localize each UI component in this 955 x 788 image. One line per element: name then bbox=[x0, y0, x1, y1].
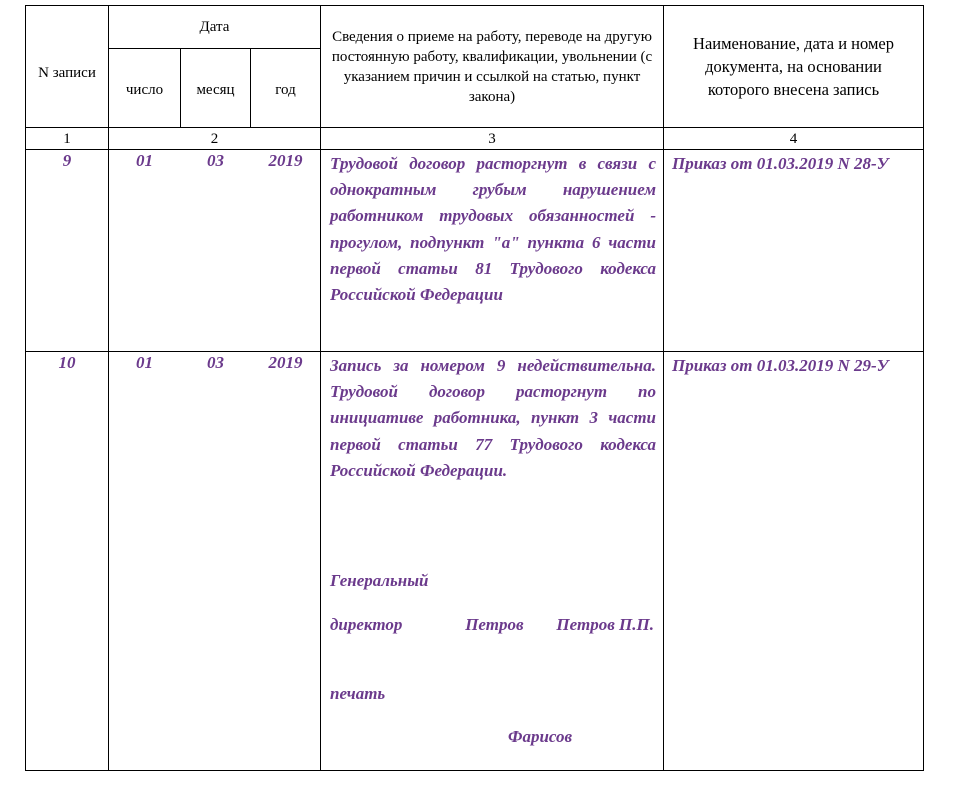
entry-9-document: Приказ от 01.03.2019 N 28-У bbox=[672, 154, 889, 173]
signature-position-line2: директор bbox=[330, 615, 403, 634]
entry-9-month: 03 bbox=[207, 151, 224, 170]
signature-image: Петров bbox=[465, 615, 524, 634]
entry-9-year: 2019 bbox=[268, 151, 303, 170]
entry-10-month: 03 bbox=[207, 353, 224, 372]
entry-10-document: Приказ от 01.03.2019 N 29-У bbox=[672, 356, 889, 375]
header-entry-no: N записи bbox=[38, 64, 96, 81]
entry-10-number: 10 bbox=[58, 353, 76, 372]
signatory-name: Петров П.П. bbox=[556, 615, 654, 634]
entry-10-text: Запись за номером 9 недействительна. Трудовой договор расторгнут по инициативе работника, пункт 3 части первой статьи 77 Трудового кодекса Российской Федерации. bbox=[330, 356, 656, 480]
stamp-name: Фарисов bbox=[508, 727, 573, 746]
table-right-border bbox=[923, 5, 924, 771]
column-numbers-bottom-border bbox=[25, 149, 924, 150]
entry-9-number: 9 bbox=[62, 151, 72, 170]
entry-9-day: 01 bbox=[136, 151, 153, 170]
header-document: Наименование, дата и номер документа, на основании которого внесена запись bbox=[693, 34, 894, 99]
divider-no-day bbox=[108, 5, 109, 771]
entry-10-year: 2019 bbox=[268, 353, 303, 372]
column-number-4: 4 bbox=[789, 131, 798, 147]
header-year: год bbox=[275, 82, 296, 98]
header-month: месяц bbox=[196, 82, 235, 98]
signature-position-line1: Генеральный bbox=[330, 571, 429, 590]
stamp-label: печать bbox=[330, 684, 386, 703]
column-number-2: 2 bbox=[210, 131, 219, 147]
column-number-3: 3 bbox=[488, 131, 496, 147]
header-date: Дата bbox=[199, 19, 230, 35]
header-bottom-border bbox=[25, 127, 924, 128]
signature-line bbox=[330, 615, 654, 635]
entry-10-day: 01 bbox=[136, 353, 153, 372]
header-info: Сведения о приеме на работу, переводе на другую постоянную работу, квалификации, увольнении (с указанием причин и ссылкой на статью, пункт закона) bbox=[331, 28, 653, 105]
date-header-divider bbox=[108, 48, 320, 49]
header-day: число bbox=[125, 82, 164, 98]
row-divider bbox=[25, 351, 924, 352]
table-bottom-border bbox=[25, 770, 924, 771]
column-number-1: 1 bbox=[63, 131, 71, 147]
entry-9-text: Трудовой договор расторгнут в связи с однократным грубым нарушением работником трудовых обязанностей - прогулом, подпункт "а" пункта 6 части первой статьи 81 Трудового кодекса Российской Федерации bbox=[330, 154, 656, 305]
